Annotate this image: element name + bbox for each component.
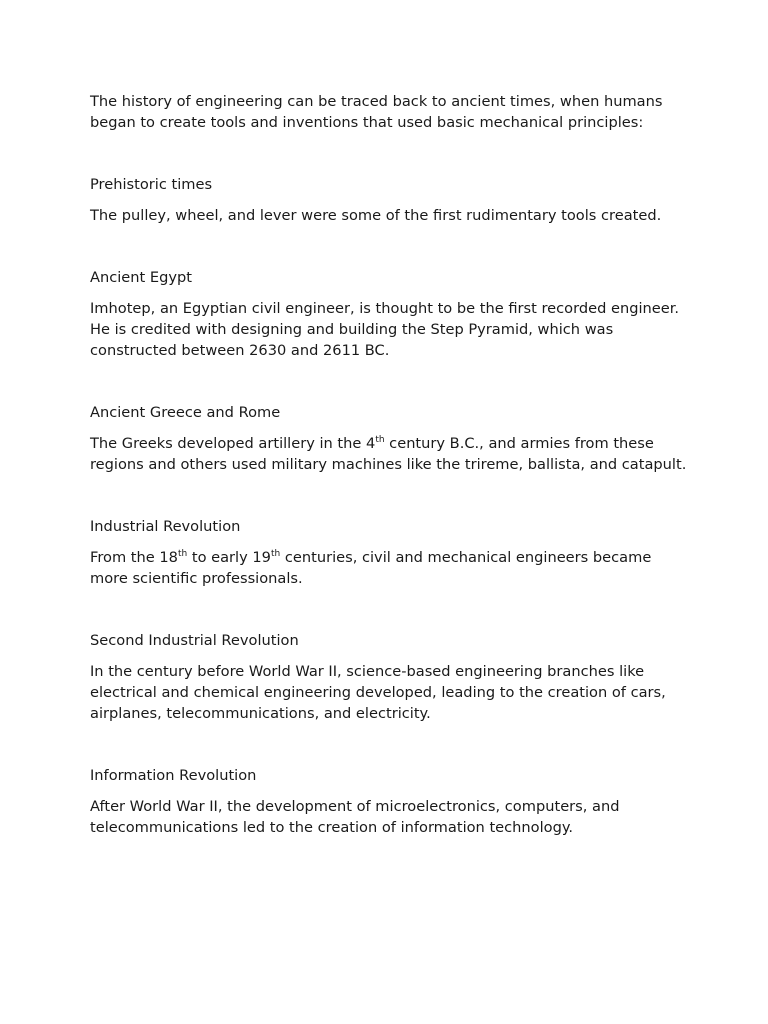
section-prehistoric	[90, 174, 690, 226]
section-body	[90, 547, 690, 589]
ordinal-suffix: th	[375, 435, 385, 445]
body-text: to early 19	[187, 549, 271, 566]
section-heading: Ancient Egypt	[90, 269, 193, 286]
section-heading: Information Revolution	[90, 767, 257, 784]
section-heading: Industrial Revolution	[90, 518, 241, 535]
section-ancient-egypt	[90, 267, 690, 361]
section-body: The pulley, wheel, and lever were some of the first rudimentary tools created.	[90, 207, 662, 224]
intro-paragraph: The history of engineering can be traced back to ancient times, when humans began to create tools and inventions that used basic mechanical principles:	[90, 93, 663, 131]
body-text: From the 18	[90, 549, 178, 566]
body-text: The Greeks developed artillery in the 4	[90, 435, 376, 452]
ordinal-suffix: th	[177, 549, 188, 559]
section-body: After World War II, the development of microelectronics, computers, and telecommunications led to the creation of information technology.	[90, 798, 620, 836]
section-greece-rome	[90, 402, 690, 475]
section-second-industrial-revolution	[90, 630, 690, 724]
section-industrial-revolution	[90, 516, 690, 589]
section-heading: Prehistoric times	[90, 176, 213, 193]
body-text: centuries, civil and mechanical engineers became more scientific professionals.	[90, 549, 652, 587]
section-body: In the century before World War II, science-based engineering branches like electrical and chemical engineering developed, leading to the creation of cars, airplanes, telecommunications, and electricity.	[90, 663, 666, 722]
ordinal-suffix: th	[270, 549, 281, 559]
section-heading: Second Industrial Revolution	[90, 632, 299, 649]
section-body	[90, 433, 690, 475]
section-information-revolution	[90, 765, 690, 838]
section-body: Imhotep, an Egyptian civil engineer, is thought to be the first recorded engineer. He is credited with designing and building the Step Pyramid, which was constructed between 2630 and 2611 BC.	[90, 300, 680, 359]
body-text: century B.C., and armies from these regions and others used military machines like the trireme, ballista, and catapult.	[90, 435, 687, 473]
document-page	[90, 91, 690, 879]
section-heading: Ancient Greece and Rome	[90, 404, 281, 421]
